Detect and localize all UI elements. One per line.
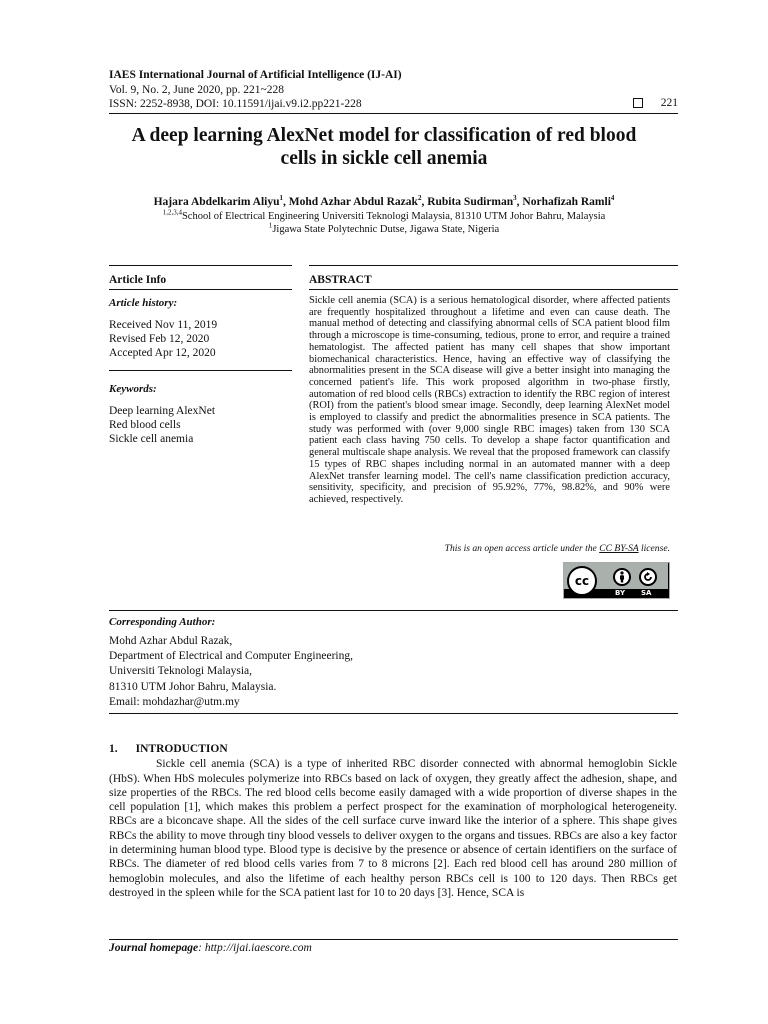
affiliation-sup: 1 [268, 221, 273, 230]
section-number: 1. [109, 743, 118, 755]
introduction-section [109, 742, 677, 900]
keyword: Red blood cells [109, 419, 181, 431]
affiliation [60, 221, 708, 237]
footer-rule [109, 939, 678, 940]
affiliation-text: Jigawa State Polytechnic Dutse, Jigawa State, Nigeria [272, 224, 500, 235]
license-suffix: license. [638, 543, 670, 554]
corresponding-details [109, 634, 353, 710]
issn-line: ISSN: 2252-8938, DOI: 10.11591/ijai.v9.i2.pp221-228 [109, 98, 362, 110]
corresponding-line: 81310 UTM Johor Bahru, Malaysia. [109, 680, 277, 693]
info-top-rule [109, 265, 292, 266]
abstract-sub-rule [309, 289, 678, 290]
author: Mohd Azhar Abdul Razak [288, 196, 418, 208]
section-title: INTRODUCTION [135, 743, 228, 755]
received-date: Received Nov 11, 2019 [109, 319, 218, 331]
corresponding-rule [109, 610, 678, 611]
by-person-icon [613, 568, 631, 586]
introduction-paragraph: Sickle cell anemia (SCA) is a type of inherited RBC disorder connected with abnormal hemoglobin Sickle (HbS). When HbS molecules polymerize into RBCs based on lack of oxygen, they greatly affect the adhesion, shape, and size properties of the RBCs. The red blood cells become easily damaged with a wide proportion of diverse shapes in the cell population [1], which makes this problem a perfect prospect for the examination of morphological heterogeneity. RBCs are a biconcave shape. All the sides of the cell surface curve inward like the interior of a sphere. This shape gives RBCs the ability to move through tiny blood vessels to deliver oxygen to the organs and tissues. RBCs are also a key factor in determining human blood type. Blood type is decisive by the presence or absence of certain identifiers on the surface of RBCs. The diameter of red blood cells varies from 7 to 8 microns [2]. Each red blood cell has around 280 million of hemoglobin molecules, and also the lifetime of each healthy person RBCs cell is 100 to 120 days. Then RBCs get destroyed in the spleen while for the SCA patient last for 10 to 20 days [3]. Hence, SCA is [109, 758, 677, 899]
affiliation-sup: 1,2,3,4 [162, 208, 182, 217]
page-number-area [633, 97, 678, 109]
page-number: 221 [660, 97, 678, 109]
journal-name: IAES International Journal of Artificial Intelligence (IJ-AI) [109, 69, 402, 81]
sa-share-icon [639, 568, 657, 586]
introduction-heading [109, 742, 677, 756]
title-line-2: cells in sickle cell anemia [280, 148, 488, 169]
license-link[interactable]: CC BY-SA [599, 543, 639, 554]
sa-label: SA [641, 589, 652, 597]
corresponding-heading: Corresponding Author: [109, 616, 216, 628]
author-sup: 4 [610, 194, 615, 203]
keywords-heading: Keywords: [109, 383, 157, 395]
article-info-heading: Article Info [109, 274, 167, 286]
square-bullet-icon [633, 98, 643, 108]
keyword-list [109, 404, 215, 446]
journal-header [109, 68, 402, 112]
author: Rubita Sudirman [427, 196, 514, 208]
homepage-label: Journal homepage [109, 942, 199, 954]
title-line-1: A deep learning AlexNet model for classification of red blood [131, 125, 637, 146]
cc-text: cc [574, 574, 590, 588]
accepted-date: Accepted Apr 12, 2020 [109, 347, 216, 359]
author-list: Hajara Abdelkarim Aliyu$^1$, Mohd Azhar Abdul Razak$^2$, Rubita Sudirman$^3$, Norhafizah Ramli$^4$ [153, 194, 615, 208]
corresponding-line: Mohd Azhar Abdul Razak, [109, 635, 233, 647]
affiliation [60, 208, 708, 224]
affiliation-text: School of Electrical Engineering Universiti Teknologi Malaysia, 81310 UTM Johor Bahru, Malaysia [181, 211, 606, 222]
keyword: Deep learning AlexNet [109, 405, 216, 417]
volume-line: Vol. 9, No. 2, June 2020, pp. 221~228 [109, 83, 284, 96]
homepage-url[interactable]: http://ijai.iaescore.com [204, 942, 312, 954]
paper-title [90, 124, 678, 170]
cc-icon [567, 566, 597, 596]
corresponding-bottom-rule [109, 713, 678, 714]
keywords-rule [109, 370, 292, 371]
license-prefix: This is an open access article under the [444, 543, 600, 554]
journal-homepage: Journal homepage: http://ijai.iaescore.com [109, 942, 312, 954]
author-sup: 1 [279, 194, 283, 203]
corresponding-email: Email: mohdazhar@utm.my [109, 695, 240, 708]
abstract-text: Sickle cell anemia (SCA) is a serious hematological disorder, where affected patients are frequently hospitalized throughout a lifetime and even can cause death. The manual method of detecting and classifying abnormal cells of SCA patient blood film through a microscope is time-consuming, tedious, prone to error, and require a trained hematologist. The affected patient has many cell shapes that show important biomechanical characteristics. Hence, having an effective way of classifying the abnormalities present in the SCA disease will give a better insight into managing the concerned patient's life. This work proposed algorithm in two-phase firstly, automation of red blood cells (RBCs) extraction to identify the RBC region of interest (ROI) from the patient's blood smear image. Secondly, deep learning AlexNet model is employed to classify and predict the abnormalities presence in SCA patients. The study was performed with (over 9,000 single RBC images) taken from 130 SCA patient each class having 750 cells. To develop a shape factor quantification and general multiscale shape analysis. We reveal that the proposed framework can classify 15 types of RBC shapes including normal in an automated manner with a deep AlexNet transfer learning model. The cell's name classification prediction accuracy, sensitivity, specificity, and precision of 95.92%, 77%, 98.82%, and 90% were achieved, respectively. [309, 295, 670, 505]
license-note [300, 543, 670, 554]
author-sup: 2 [417, 194, 422, 203]
author: Hajara Abdelkarim Aliyu [153, 196, 280, 208]
corresponding-line: Department of Electrical and Computer Engineering, [109, 650, 353, 663]
author: Norhafizah Ramli [522, 196, 611, 208]
abstract-top-rule [309, 265, 678, 266]
article-dates [109, 318, 217, 360]
info-sub-rule [109, 289, 292, 290]
revised-date: Revised Feb 12, 2020 [109, 333, 210, 345]
by-label: BY [615, 589, 626, 597]
keyword: Sickle cell anemia [109, 433, 194, 445]
cc-by-sa-badge-icon[interactable] [563, 562, 670, 599]
author-sup: 3 [513, 194, 517, 203]
header-rule [109, 113, 678, 114]
history-heading: Article history: [109, 297, 178, 309]
abstract-heading: ABSTRACT [309, 274, 372, 286]
corresponding-line: Universiti Teknologi Malaysia, [109, 665, 253, 678]
